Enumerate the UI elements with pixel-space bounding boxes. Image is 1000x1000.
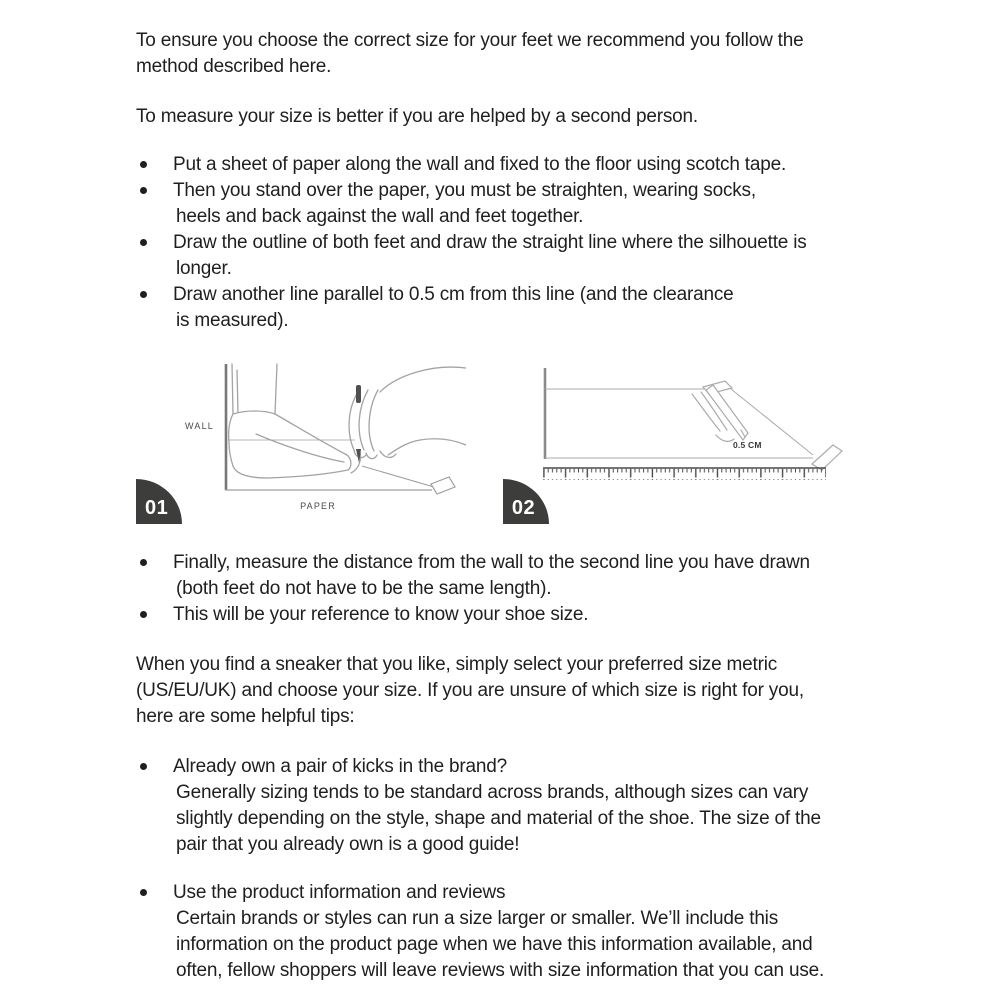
results-list [136,550,880,628]
foot-illustration [229,364,361,478]
result-line: (both feet do not have to be the same length). [176,578,552,599]
helper-note-paragraph [136,104,880,130]
paragraph-line: (US/EU/UK) and choose your size. If you are unsure of which size is right for you, [136,680,804,701]
bullet-dot [140,291,147,298]
tip-item [136,754,880,858]
tip-line: Certain brands or styles can run a size larger or smaller. We’ll include this [176,908,779,929]
tip-line: Use the product information and reviews [173,882,506,903]
intro-paragraph [136,28,880,80]
tip-line: often, fellow shoppers will leave reviews with size information that you can use. [176,960,825,981]
step-item [136,178,880,230]
tips-list [136,754,880,984]
step-item [136,282,880,334]
tip-line: pair that you already own is a good guide! [176,834,520,855]
figure-number: 01 [145,497,169,519]
paper-label: PAPER [300,501,336,511]
step-line: Draw the outline of both feet and draw the straight line where the silhouette is [173,232,807,253]
step-item [136,230,880,282]
step-item [136,152,880,178]
step-line: Put a sheet of paper along the wall and fixed to the floor using scotch tape. [173,154,787,175]
step-line: Then you stand over the paper, you must be straighten, wearing socks, [173,180,756,201]
bullet-dot [140,559,147,566]
ruler-illustration [543,468,826,480]
result-item [136,602,880,628]
hand-illustration [349,367,466,458]
bullet-dot [140,889,147,896]
paragraph-line: method described here. [136,56,332,77]
figure-01 [136,356,462,524]
figures-row [136,356,880,524]
paragraph-line: To measure your size is better if you are helped by a second person. [136,106,698,127]
paragraph-line: To ensure you choose the correct size for your feet we recommend you follow the [136,30,804,51]
tip-line: information on the product page when we have this information available, and [176,934,813,955]
paper-outline-lines [545,368,813,459]
figure-02-illustration [495,356,885,524]
result-item [136,550,880,602]
tip-line: Generally sizing tends to be standard across brands, although sizes can vary [176,782,809,803]
wall-and-paper-lines [225,364,432,490]
wall-label: WALL [185,421,214,431]
step-line: longer. [176,258,232,279]
figure-02 [495,356,880,524]
bullet-dot [140,161,147,168]
sizing-paragraph [136,652,880,730]
bullet-dot [140,611,147,618]
clearance-label: 0.5 CM [732,440,762,450]
tape-bottom-icon [812,445,842,470]
result-line: Finally, measure the distance from the wall to the second line you have drawn [173,552,810,573]
tip-line: slightly depending on the style, shape and material of the shoe. The size of the [176,808,821,829]
step-line: Draw another line parallel to 0.5 cm from this line (and the clearance [173,284,734,305]
paragraph-line: here are some helpful tips: [136,706,355,727]
result-line: This will be your reference to know your shoe size. [173,604,589,625]
figure-01-illustration [136,356,466,524]
figure-number: 02 [511,497,536,519]
tip-item [136,880,880,984]
measuring-steps-list [136,152,880,334]
bullet-dot [140,763,147,770]
bullet-dot [140,187,147,194]
step-line: is measured). [176,310,289,331]
pencil-illustration [706,385,748,440]
tip-line: Already own a pair of kicks in the brand? [173,756,507,777]
step-line: heels and back against the wall and feet together. [176,206,584,227]
tape-corner-icon [431,477,455,494]
bullet-dot [140,239,147,246]
paragraph-line: When you find a sneaker that you like, simply select your preferred size metric [136,654,778,675]
